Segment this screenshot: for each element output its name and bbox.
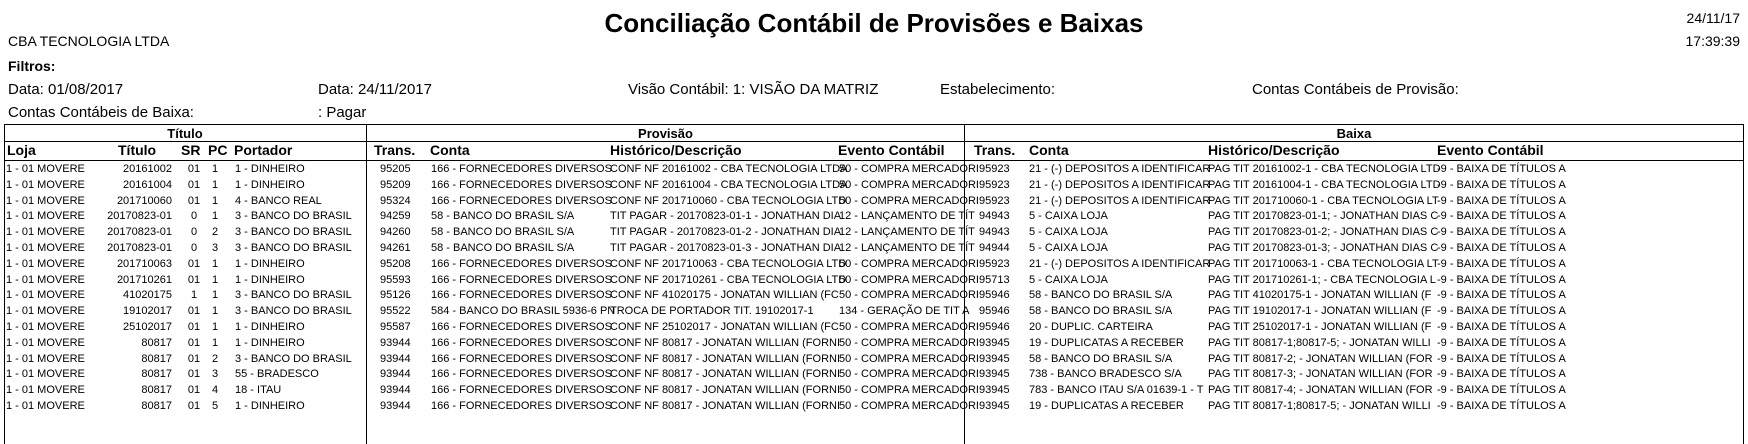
cell-provisao-historico: CONF NF 20161004 - CBA TECNOLOGIA LTDA [610,178,848,191]
table-row [6,367,1746,384]
cell-provisao-historico: CONF NF 80817 - JONATAN WILLIAN (FORNI [610,400,841,412]
cell-titulo: 20161004 [123,178,172,191]
cell-portador: 1 - DINHEIRO [235,273,305,286]
cell-provisao-conta: 166 - FORNECEDORES DIVERSOS [431,400,612,412]
cell-titulo: 201710063 [116,257,172,270]
cell-baixa-trans: 94943 [979,226,1010,239]
col-header-baixa-historico: Histórico/Descrição [1208,142,1340,158]
cell-baixa-trans: 95713 [979,273,1010,286]
cell-titulo: 25102017 [123,321,172,333]
cell-baixa-evento: -9 - BAIXA DE TÍTULOS A [1437,384,1566,397]
cell-provisao-historico: TROCA DE PORTADOR TIT. 19102017-1 [610,305,814,318]
cell-baixa-trans: 95923 [979,257,1010,270]
cell-provisao-conta: 166 - FORNECEDORES DIVERSOS [431,384,612,397]
cell-baixa-evento: -9 - BAIXA DE TÍTULOS A [1437,226,1566,239]
cell-baixa-evento: -9 - BAIXA DE TÍTULOS A [1437,163,1566,175]
cell-sr: 0 [190,226,198,239]
table-row [6,383,1746,400]
col-header-pc: PC [208,142,228,158]
cell-baixa-evento: -9 - BAIXA DE TÍTULOS A [1437,242,1566,254]
cell-provisao-evento: 134 - GERAÇÃO DE TIT A [839,305,970,318]
cell-provisao-evento: 50 - COMPRA MERCADORI [839,178,979,191]
cell-provisao-historico: CONF NF 80817 - JONATAN WILLIAN (FORNI [610,368,841,381]
table-row [6,399,1746,416]
cell-baixa-conta: 58 - BANCO DO BRASIL S/A [1029,289,1173,302]
cell-loja: 1 - 01 MOVERE [6,194,85,207]
cell-provisao-trans: 93944 [380,384,411,397]
cell-sr: 01 [187,321,201,333]
cell-baixa-evento: -9 - BAIXA DE TÍTULOS A [1437,336,1566,349]
cell-sr: 01 [187,336,201,349]
cell-baixa-conta: 58 - BANCO DO BRASIL S/A [1029,352,1173,365]
cell-baixa-conta: 5 - CAIXA LOJA [1029,226,1108,239]
cell-titulo: 80817 [141,352,172,365]
col-header-sr: SR [181,142,201,158]
filter-establishment: Estabelecimento: [940,81,1056,98]
cell-pc: 2 [211,226,219,239]
cell-provisao-conta: 166 - FORNECEDORES DIVERSOS [431,321,612,333]
cell-provisao-historico: CONF NF 80817 - JONATAN WILLIAN (FORNI [610,384,841,397]
cell-portador: 1 - DINHEIRO [235,178,305,191]
cell-titulo: 80817 [141,368,172,381]
cell-baixa-trans: 93945 [979,368,1010,381]
cell-portador: 18 - ITAU [235,384,282,397]
cell-sr: 01 [187,178,201,191]
cell-baixa-trans: 93945 [979,352,1010,365]
col-header-provisao-evento: Evento Contábil [838,142,945,158]
cell-baixa-evento: -9 - BAIXA DE TÍTULOS A [1437,321,1566,333]
cell-titulo: 80817 [141,384,172,397]
cell-loja: 1 - 01 MOVERE [6,384,85,397]
cell-titulo: 20170823-01 [107,242,172,254]
cell-titulo: 19102017 [123,305,172,318]
cell-baixa-conta: 19 - DUPLICATAS A RECEBER [1029,336,1184,349]
cell-sr: 0 [190,242,198,254]
cell-baixa-trans: 95923 [979,194,1010,207]
cell-provisao-historico: TIT PAGAR - 20170823-01-3 - JONATHAN DIA [610,242,842,254]
cell-provisao-historico: TIT PAGAR - 20170823-01-1 - JONATHAN DIA [610,210,842,223]
cell-baixa-historico: PAG TIT 25102017-1 - JONATAN WILLIAN (F [1208,321,1432,333]
cell-sr: 01 [187,163,201,175]
cell-baixa-historico: PAG TIT 80817-3; - JONATAN WILLIAN (FOR [1208,368,1433,381]
cell-sr: 0 [190,210,198,223]
cell-baixa-conta: 20 - DUPLIC. CARTEIRA [1029,321,1153,333]
cell-titulo: 80817 [141,336,172,349]
group-header-provisao: Provisão [638,126,693,141]
cell-titulo: 41020175 [123,289,172,302]
cell-loja: 1 - 01 MOVERE [6,368,85,381]
cell-baixa-historico: PAG TIT 19102017-1 - JONATAN WILLIAN (F [1208,305,1432,318]
cell-baixa-historico: PAG TIT 80817-1;80817-5; - JONATAN WILLI [1208,400,1431,412]
cell-baixa-historico: PAG TIT 80817-1;80817-5; - JONATAN WILLI [1208,336,1431,349]
cell-provisao-evento: 50 - COMPRA MERCADORI [839,400,979,412]
cell-provisao-trans: 93944 [380,368,411,381]
cell-baixa-conta: 783 - BANCO ITAU S/A 01639-1 - T [1029,384,1204,397]
table-top-border [4,124,1744,125]
cell-provisao-trans: 95522 [380,305,411,318]
cell-portador: 55 - BRADESCO [235,368,319,381]
cell-provisao-conta: 58 - BANCO DO BRASIL S/A [431,226,575,239]
cell-provisao-conta: 166 - FORNECEDORES DIVERSOS [431,289,612,302]
cell-provisao-evento: 50 - COMPRA MERCADORI [839,289,979,302]
cell-provisao-historico: CONF NF 80817 - JONATAN WILLIAN (FORNI [610,336,841,349]
cell-baixa-conta: 19 - DUPLICATAS A RECEBER [1029,400,1184,412]
cell-provisao-evento: 50 - COMPRA MERCADORI [839,321,979,333]
cell-portador: 4 - BANCO REAL [235,194,322,207]
cell-sr: 1 [190,289,198,302]
filter-end-date: Data: 24/11/2017 [318,81,432,98]
cell-loja: 1 - 01 MOVERE [6,336,85,349]
cell-provisao-evento: 50 - COMPRA MERCADORI [839,336,979,349]
cell-portador: 3 - BANCO DO BRASIL [235,289,352,302]
table-row [6,225,1746,242]
cell-baixa-historico: PAG TIT 20161004-1 - CBA TECNOLOGIA LTD [1208,178,1441,191]
cell-loja: 1 - 01 MOVERE [6,289,85,302]
cell-baixa-historico: PAG TIT 20161002-1 - CBA TECNOLOGIA LTD [1208,163,1441,175]
cell-baixa-conta: 21 - (-) DEPOSITOS A IDENTIFICAR [1029,178,1211,191]
cell-pc: 5 [211,400,219,412]
cell-provisao-evento: 50 - COMPRA MERCADORI [839,194,979,207]
cell-baixa-historico: PAG TIT 20170823-01-3; - JONATHAN DIAS C [1208,242,1439,254]
cell-loja: 1 - 01 MOVERE [6,400,85,412]
cell-portador: 1 - DINHEIRO [235,163,305,175]
cell-provisao-trans: 95209 [380,178,411,191]
cell-baixa-conta: 5 - CAIXA LOJA [1029,210,1108,223]
cell-provisao-conta: 166 - FORNECEDORES DIVERSOS [431,352,612,365]
column-header-divider [4,160,1744,161]
cell-baixa-trans: 95946 [979,321,1010,333]
cell-baixa-conta: 738 - BANCO BRADESCO S/A [1029,368,1182,381]
cell-titulo: 201710060 [116,194,172,207]
cell-sr: 01 [187,273,201,286]
cell-baixa-conta: 21 - (-) DEPOSITOS A IDENTIFICAR [1029,163,1211,175]
cell-baixa-historico: PAG TIT 20170823-01-1; - JONATHAN DIAS C [1208,210,1439,223]
cell-pc: 1 [211,210,219,223]
col-header-baixa-conta: Conta [1029,142,1069,158]
cell-portador: 3 - BANCO DO BRASIL [235,242,352,254]
cell-baixa-conta: 5 - CAIXA LOJA [1029,242,1108,254]
filter-type: : Pagar [318,104,367,121]
table-row [6,273,1746,290]
cell-portador: 3 - BANCO DO BRASIL [235,305,352,318]
cell-provisao-historico: CONF NF 201710060 - CBA TECNOLOGIA LTD [610,194,847,207]
cell-provisao-conta: 166 - FORNECEDORES DIVERSOS [431,163,612,175]
col-header-baixa-trans: Trans. [974,142,1016,158]
cell-pc: 2 [211,352,219,365]
cell-loja: 1 - 01 MOVERE [6,352,85,365]
filter-start-date: Data: 01/08/2017 [8,81,124,98]
cell-pc: 1 [211,257,219,270]
cell-portador: 1 - DINHEIRO [235,336,305,349]
cell-titulo: 20170823-01 [107,226,172,239]
cell-provisao-conta: 166 - FORNECEDORES DIVERSOS [431,194,612,207]
cell-provisao-historico: CONF NF 201710261 - CBA TECNOLOGIA LTD [610,273,847,286]
cell-baixa-historico: PAG TIT 41020175-1 - JONATAN WILLIAN (F [1208,289,1432,302]
cell-titulo: 201710261 [116,273,172,286]
cell-baixa-historico: PAG TIT 20170823-01-2; - JONATHAN DIAS C [1208,226,1439,239]
cell-provisao-historico: CONF NF 201710063 - CBA TECNOLOGIA LTD [610,257,847,270]
cell-pc: 1 [211,163,219,175]
cell-provisao-trans: 95208 [380,257,411,270]
cell-baixa-trans: 93945 [979,384,1010,397]
cell-baixa-trans: 95946 [979,289,1010,302]
cell-sr: 01 [187,400,201,412]
table-row [6,241,1746,258]
col-header-baixa-evento: Evento Contábil [1437,142,1544,158]
cell-baixa-trans: 94943 [979,210,1010,223]
cell-sr: 01 [187,257,201,270]
table-row [6,352,1746,369]
cell-provisao-historico: CONF NF 80817 - JONATAN WILLIAN (FORNI [610,352,841,365]
cell-provisao-conta: 166 - FORNECEDORES DIVERSOS [431,368,612,381]
cell-baixa-historico: PAG TIT 201710261-1; - CBA TECNOLOGIA L [1208,273,1436,286]
cell-provisao-trans: 93944 [380,336,411,349]
cell-baixa-evento: -9 - BAIXA DE TÍTULOS A [1437,368,1566,381]
group-header-baixa: Baixa [1336,126,1372,141]
cell-loja: 1 - 01 MOVERE [6,163,85,175]
cell-pc: 1 [211,289,219,302]
cell-baixa-trans: 95923 [979,163,1010,175]
cell-portador: 1 - DINHEIRO [235,400,305,412]
cell-portador: 3 - BANCO DO BRASIL [235,352,352,365]
cell-loja: 1 - 01 MOVERE [6,321,85,333]
cell-sr: 01 [187,305,201,318]
table-left-border [4,124,5,444]
cell-baixa-historico: PAG TIT 201710063-1 - CBA TECNOLOGIA LT [1208,257,1439,270]
cell-sr: 01 [187,194,201,207]
col-header-loja: Loja [7,142,36,158]
filter-settlement-accounts: Contas Contábeis de Baixa: [8,104,194,121]
cell-baixa-historico: PAG TIT 80817-2; - JONATAN WILLIAN (FOR [1208,352,1433,365]
cell-loja: 1 - 01 MOVERE [6,257,85,270]
cell-provisao-trans: 93944 [380,400,411,412]
cell-pc: 1 [211,336,219,349]
cell-provisao-historico: CONF NF 41020175 - JONATAN WILLIAN (FC [610,289,839,302]
table-row [6,288,1746,305]
cell-provisao-conta: 584 - BANCO DO BRASIL 5936-6 PN [431,305,616,318]
filter-provision-accounts: Contas Contábeis de Provisão: [1252,81,1459,98]
cell-sr: 01 [187,384,201,397]
cell-titulo: 20161002 [123,163,172,175]
col-header-provisao-historico: Histórico/Descrição [610,142,742,158]
cell-titulo: 20170823-01 [107,210,172,223]
report-time: 17:39:39 [1685,33,1740,49]
cell-provisao-evento: 50 - COMPRA MERCADORI [839,163,979,175]
table-row [6,194,1746,211]
cell-provisao-evento: 50 - COMPRA MERCADORI [839,368,979,381]
cell-sr: 01 [187,352,201,365]
cell-loja: 1 - 01 MOVERE [6,242,85,254]
cell-baixa-evento: -9 - BAIXA DE TÍTULOS A [1437,273,1566,286]
report-title: Conciliação Contábil de Provisões e Baixas [604,8,1144,38]
table-row [6,209,1746,226]
cell-baixa-evento: -9 - BAIXA DE TÍTULOS A [1437,352,1566,365]
cell-provisao-historico: CONF NF 20161002 - CBA TECNOLOGIA LTDA [610,163,848,175]
cell-provisao-historico: CONF NF 25102017 - JONATAN WILLIAN (FC [610,321,839,333]
cell-loja: 1 - 01 MOVERE [6,273,85,286]
company-name: CBA TECNOLOGIA LTDA [8,33,170,49]
cell-provisao-evento: 50 - COMPRA MERCADORI [839,273,979,286]
cell-pc: 1 [211,194,219,207]
cell-provisao-evento: 12 - LANÇAMENTO DE TÍT [839,242,975,254]
cell-provisao-historico: TIT PAGAR - 20170823-01-2 - JONATHAN DIA [610,226,842,239]
cell-provisao-conta: 58 - BANCO DO BRASIL S/A [431,242,575,254]
cell-baixa-evento: -9 - BAIXA DE TÍTULOS A [1437,289,1566,302]
cell-provisao-evento: 50 - COMPRA MERCADORI [839,384,979,397]
cell-pc: 3 [211,242,219,254]
cell-provisao-conta: 166 - FORNECEDORES DIVERSOS [431,336,612,349]
cell-baixa-trans: 94944 [979,242,1010,254]
cell-provisao-trans: 95324 [380,194,411,207]
col-header-titulo: Título [118,142,157,158]
cell-loja: 1 - 01 MOVERE [6,305,85,318]
cell-baixa-trans: 95923 [979,178,1010,191]
cell-provisao-trans: 95205 [380,163,411,175]
cell-pc: 1 [211,273,219,286]
cell-baixa-trans: 93945 [979,336,1010,349]
cell-provisao-conta: 166 - FORNECEDORES DIVERSOS [431,257,612,270]
cell-pc: 1 [211,178,219,191]
cell-provisao-trans: 95587 [380,321,411,333]
cell-portador: 3 - BANCO DO BRASIL [235,226,352,239]
table-row [6,320,1746,337]
cell-baixa-conta: 5 - CAIXA LOJA [1029,273,1108,286]
cell-provisao-trans: 94260 [380,226,411,239]
table-row [6,162,1746,179]
group-header-titulo: Título [167,126,203,141]
cell-baixa-conta: 21 - (-) DEPOSITOS A IDENTIFICAR [1029,257,1211,270]
cell-provisao-evento: 12 - LANÇAMENTO DE TÍT [839,226,975,239]
table-row [6,257,1746,274]
cell-portador: 3 - BANCO DO BRASIL [235,210,352,223]
cell-pc: 1 [211,321,219,333]
cell-baixa-evento: -9 - BAIXA DE TÍTULOS A [1437,178,1566,191]
cell-provisao-conta: 166 - FORNECEDORES DIVERSOS [431,273,612,286]
cell-loja: 1 - 01 MOVERE [6,178,85,191]
cell-baixa-conta: 58 - BANCO DO BRASIL S/A [1029,305,1173,318]
cell-portador: 1 - DINHEIRO [235,257,305,270]
cell-loja: 1 - 01 MOVERE [6,226,85,239]
cell-provisao-trans: 95126 [380,289,411,302]
cell-baixa-conta: 21 - (-) DEPOSITOS A IDENTIFICAR [1029,194,1211,207]
cell-provisao-conta: 58 - BANCO DO BRASIL S/A [431,210,575,223]
cell-pc: 1 [211,305,219,318]
report-date: 24/11/17 [1686,10,1740,26]
col-header-portador: Portador [234,142,293,158]
cell-sr: 01 [187,368,201,381]
filter-accounting-view: Visão Contábil: 1: VISÃO DA MATRIZ [628,81,879,98]
cell-provisao-evento: 50 - COMPRA MERCADORI [839,257,979,270]
table-row [6,336,1746,353]
cell-titulo: 80817 [141,400,172,412]
cell-baixa-historico: PAG TIT 80817-4; - JONATAN WILLIAN (FOR [1208,384,1433,397]
cell-provisao-trans: 94261 [380,242,411,254]
cell-baixa-evento: -9 - BAIXA DE TÍTULOS A [1437,305,1566,318]
filters-heading: Filtros: [8,58,56,74]
cell-provisao-evento: 50 - COMPRA MERCADORI [839,352,979,365]
cell-loja: 1 - 01 MOVERE [6,210,85,223]
cell-provisao-trans: 93944 [380,352,411,365]
cell-baixa-historico: PAG TIT 201710060-1 - CBA TECNOLOGIA LT [1208,194,1439,207]
cell-baixa-evento: -9 - BAIXA DE TÍTULOS A [1437,257,1566,270]
cell-pc: 4 [211,384,219,397]
cell-baixa-evento: -9 - BAIXA DE TÍTULOS A [1437,210,1566,223]
cell-provisao-conta: 166 - FORNECEDORES DIVERSOS [431,178,612,191]
table-row [6,304,1746,321]
cell-provisao-trans: 95593 [380,273,411,286]
cell-baixa-evento: -9 - BAIXA DE TÍTULOS A [1437,194,1566,207]
col-header-provisao-conta: Conta [430,142,470,158]
cell-provisao-evento: 12 - LANÇAMENTO DE TÍT [839,210,975,223]
cell-baixa-trans: 95946 [979,305,1010,318]
col-header-provisao-trans: Trans. [374,142,416,158]
cell-provisao-trans: 94259 [380,210,411,223]
cell-baixa-evento: -9 - BAIXA DE TÍTULOS A [1437,400,1566,412]
cell-pc: 3 [211,368,219,381]
table-row [6,178,1746,195]
cell-baixa-trans: 93945 [979,400,1010,412]
cell-portador: 1 - DINHEIRO [235,321,305,333]
